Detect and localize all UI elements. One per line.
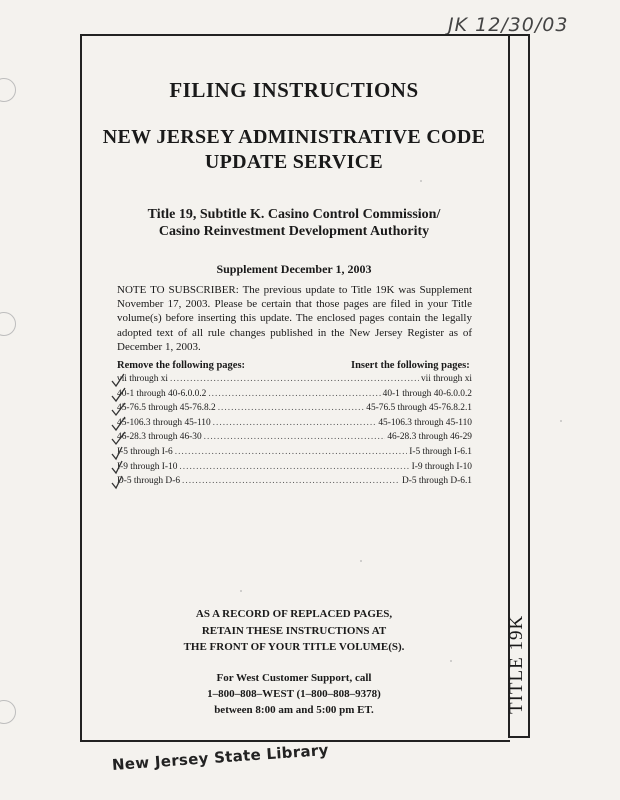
checkmark [112, 374, 124, 386]
pages-table [117, 374, 472, 491]
insert-range: 40-1 through 40-6.0.0.2 [382, 388, 472, 399]
support-line1: For West Customer Support, call [216, 672, 372, 684]
support-hours: between 8:00 am and 5:00 pm ET. [214, 704, 374, 716]
tab-label: TITLE 19K [506, 614, 527, 714]
punch-hole [0, 312, 16, 336]
table-row [117, 418, 472, 433]
leader-dots [179, 462, 409, 472]
leader-dots [204, 432, 386, 442]
subtitle-line1: Title 19, Subtitle K. Casino Control Commission/ [147, 207, 441, 222]
tab-label-wrap [506, 614, 605, 736]
insert-range: 45-106.3 through 45-110 [378, 417, 472, 428]
code-title-line1: NEW JERSEY ADMINISTRATIVE CODE [102, 126, 486, 148]
record-notice-line2: RETAIN THESE INSTRUCTIONS AT [201, 625, 387, 637]
checkmark [112, 417, 125, 430]
table-row [117, 432, 472, 447]
insert-range: I-5 through I-6.1 [409, 446, 472, 457]
insert-range: 45-76.5 through 45-76.8.2.1 [366, 403, 472, 414]
remove-range: 45-106.3 through 45-110 [117, 417, 211, 428]
checkmark [112, 432, 125, 444]
insert-pages-header: Insert the following pages: [351, 360, 470, 371]
checkmark [112, 403, 125, 415]
table-row [117, 374, 472, 389]
checkmark [112, 476, 122, 488]
leader-dots [170, 374, 419, 384]
leader-dots [213, 418, 377, 428]
record-notice-line3: THE FRONT OF YOUR TITLE VOLUME(S). [183, 641, 405, 653]
record-notice-line1: AS A RECORD OF REPLACED PAGES, [195, 608, 393, 620]
remove-range: I-9 through I-10 [117, 461, 178, 472]
insert-range: D-5 through D-6.1 [401, 476, 472, 487]
remove-pages-header: Remove the following pages: [117, 360, 246, 371]
checkmark [112, 447, 122, 459]
insert-range: vii through xi [420, 374, 472, 384]
note-to-subscriber: NOTE TO SUBSCRIBER: The previous update to Title 19K was Supplement November 17, 2003. Please be certain that those pages are filed in your Title volume(s) before inserting this update. The enclosed pages contain the legally adopted text of all rule changes published in the New Jersey Register as of December 1, 2003. [117, 284, 472, 353]
leader-dots [208, 389, 380, 399]
remove-range: vii through xi [117, 374, 169, 384]
table-row [117, 403, 472, 418]
insert-range: 46-28.3 through 46-29 [387, 432, 472, 443]
filing-heading: FILING INSTRUCTIONS [169, 78, 419, 102]
handwritten-checkmarks [110, 372, 150, 492]
remove-range: 45-76.5 through 45-76.8.2 [117, 403, 216, 414]
table-row [117, 462, 472, 477]
supplement-date: Supplement December 1, 2003 [216, 262, 372, 276]
table-row [117, 476, 472, 491]
leader-dots [175, 447, 408, 457]
subtitle-line2: Casino Reinvestment Development Authority [158, 224, 430, 239]
support-phone: 1–800–808–WEST (1–800–808–9378) [207, 688, 381, 700]
remove-range: 46-28.3 through 46-30 [117, 432, 202, 443]
leader-dots [218, 403, 365, 413]
handwritten-note: JK 12/30/03 [448, 14, 569, 36]
punch-hole [0, 78, 16, 102]
remove-range: I-5 through I-6 [117, 446, 173, 457]
checkmark [112, 461, 122, 473]
insert-range: I-9 through I-10 [411, 461, 472, 472]
leader-dots [182, 476, 400, 486]
table-row [117, 389, 472, 404]
library-stamp: New Jersey State Library [111, 740, 330, 774]
code-title-line2: UPDATE SERVICE [204, 151, 384, 173]
remove-range: D-5 through D-6 [117, 476, 181, 487]
remove-range: 40-1 through 40-6.0.0.2 [117, 388, 207, 399]
scan-speck [560, 420, 562, 422]
punch-hole [0, 700, 16, 724]
checkmark [112, 388, 125, 401]
table-row [117, 447, 472, 462]
